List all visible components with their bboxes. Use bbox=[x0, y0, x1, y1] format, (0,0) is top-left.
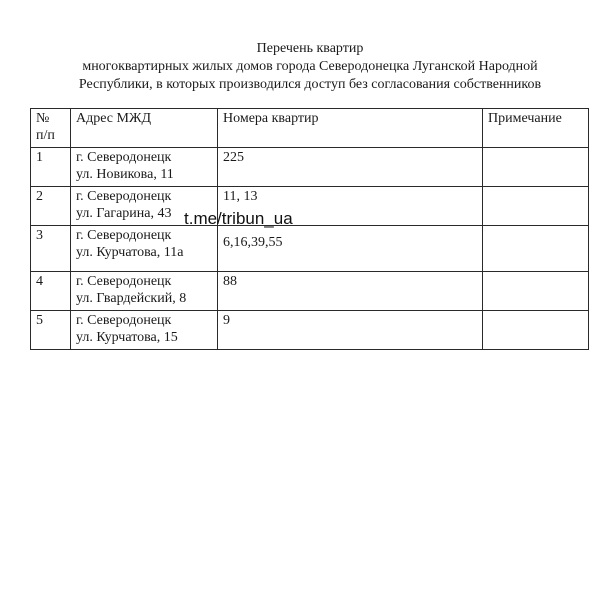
row-address bbox=[71, 148, 218, 187]
address-street: ул. Новикова, 11 bbox=[76, 167, 174, 182]
row-note bbox=[483, 226, 589, 272]
title-line-1: Перечень квартир bbox=[256, 41, 364, 56]
address-city: г. Северодонецк bbox=[76, 189, 172, 204]
row-address bbox=[71, 226, 218, 272]
row-number: 2 bbox=[31, 187, 71, 226]
address-street: ул. Курчатова, 11а bbox=[76, 245, 184, 260]
apartments-table bbox=[30, 108, 589, 350]
row-number: 3 bbox=[31, 226, 71, 272]
row-apartments: 11, 13 bbox=[218, 187, 483, 226]
table-row bbox=[31, 272, 589, 311]
row-note bbox=[483, 187, 589, 226]
row-note bbox=[483, 311, 589, 350]
address-street: ул. Гвардейский, 8 bbox=[76, 291, 187, 306]
row-apartments: 6,16,39,55 bbox=[218, 226, 483, 272]
row-number: 5 bbox=[31, 311, 71, 350]
address-city: г. Северодонецк bbox=[76, 274, 172, 289]
row-address bbox=[71, 272, 218, 311]
row-number: 4 bbox=[31, 272, 71, 311]
table-row bbox=[31, 226, 589, 272]
row-apartments: 9 bbox=[218, 311, 483, 350]
header-apartments: Номера квартир bbox=[218, 109, 483, 148]
table-row bbox=[31, 187, 589, 226]
table-row bbox=[31, 148, 589, 187]
header-number-abbr: п/п bbox=[36, 128, 55, 143]
row-note bbox=[483, 148, 589, 187]
document-title bbox=[30, 40, 590, 94]
header-note: Примечание bbox=[483, 109, 589, 148]
address-street: ул. Курчатова, 15 bbox=[76, 330, 178, 345]
title-line-2: многоквартирных жилых домов города Северодонецка Луганской Народной bbox=[82, 59, 538, 74]
table-header-row bbox=[31, 109, 589, 148]
row-number: 1 bbox=[31, 148, 71, 187]
watermark: t.me/tribun_ua bbox=[184, 209, 293, 228]
row-note bbox=[483, 272, 589, 311]
row-apartments: 88 bbox=[218, 272, 483, 311]
row-address bbox=[71, 311, 218, 350]
address-city: г. Северодонецк bbox=[76, 313, 172, 328]
row-apartments: 225 bbox=[218, 148, 483, 187]
table-row bbox=[31, 311, 589, 350]
header-address: Адрес МЖД bbox=[71, 109, 218, 148]
address-city: г. Северодонецк bbox=[76, 150, 172, 165]
header-number bbox=[31, 109, 71, 148]
header-number-sign: № bbox=[36, 111, 50, 126]
address-street: ул. Гагарина, 43 bbox=[76, 206, 172, 221]
address-city: г. Северодонецк bbox=[76, 228, 172, 243]
title-line-3: Республики, в которых производился доступ без согласования собственников bbox=[78, 77, 542, 92]
